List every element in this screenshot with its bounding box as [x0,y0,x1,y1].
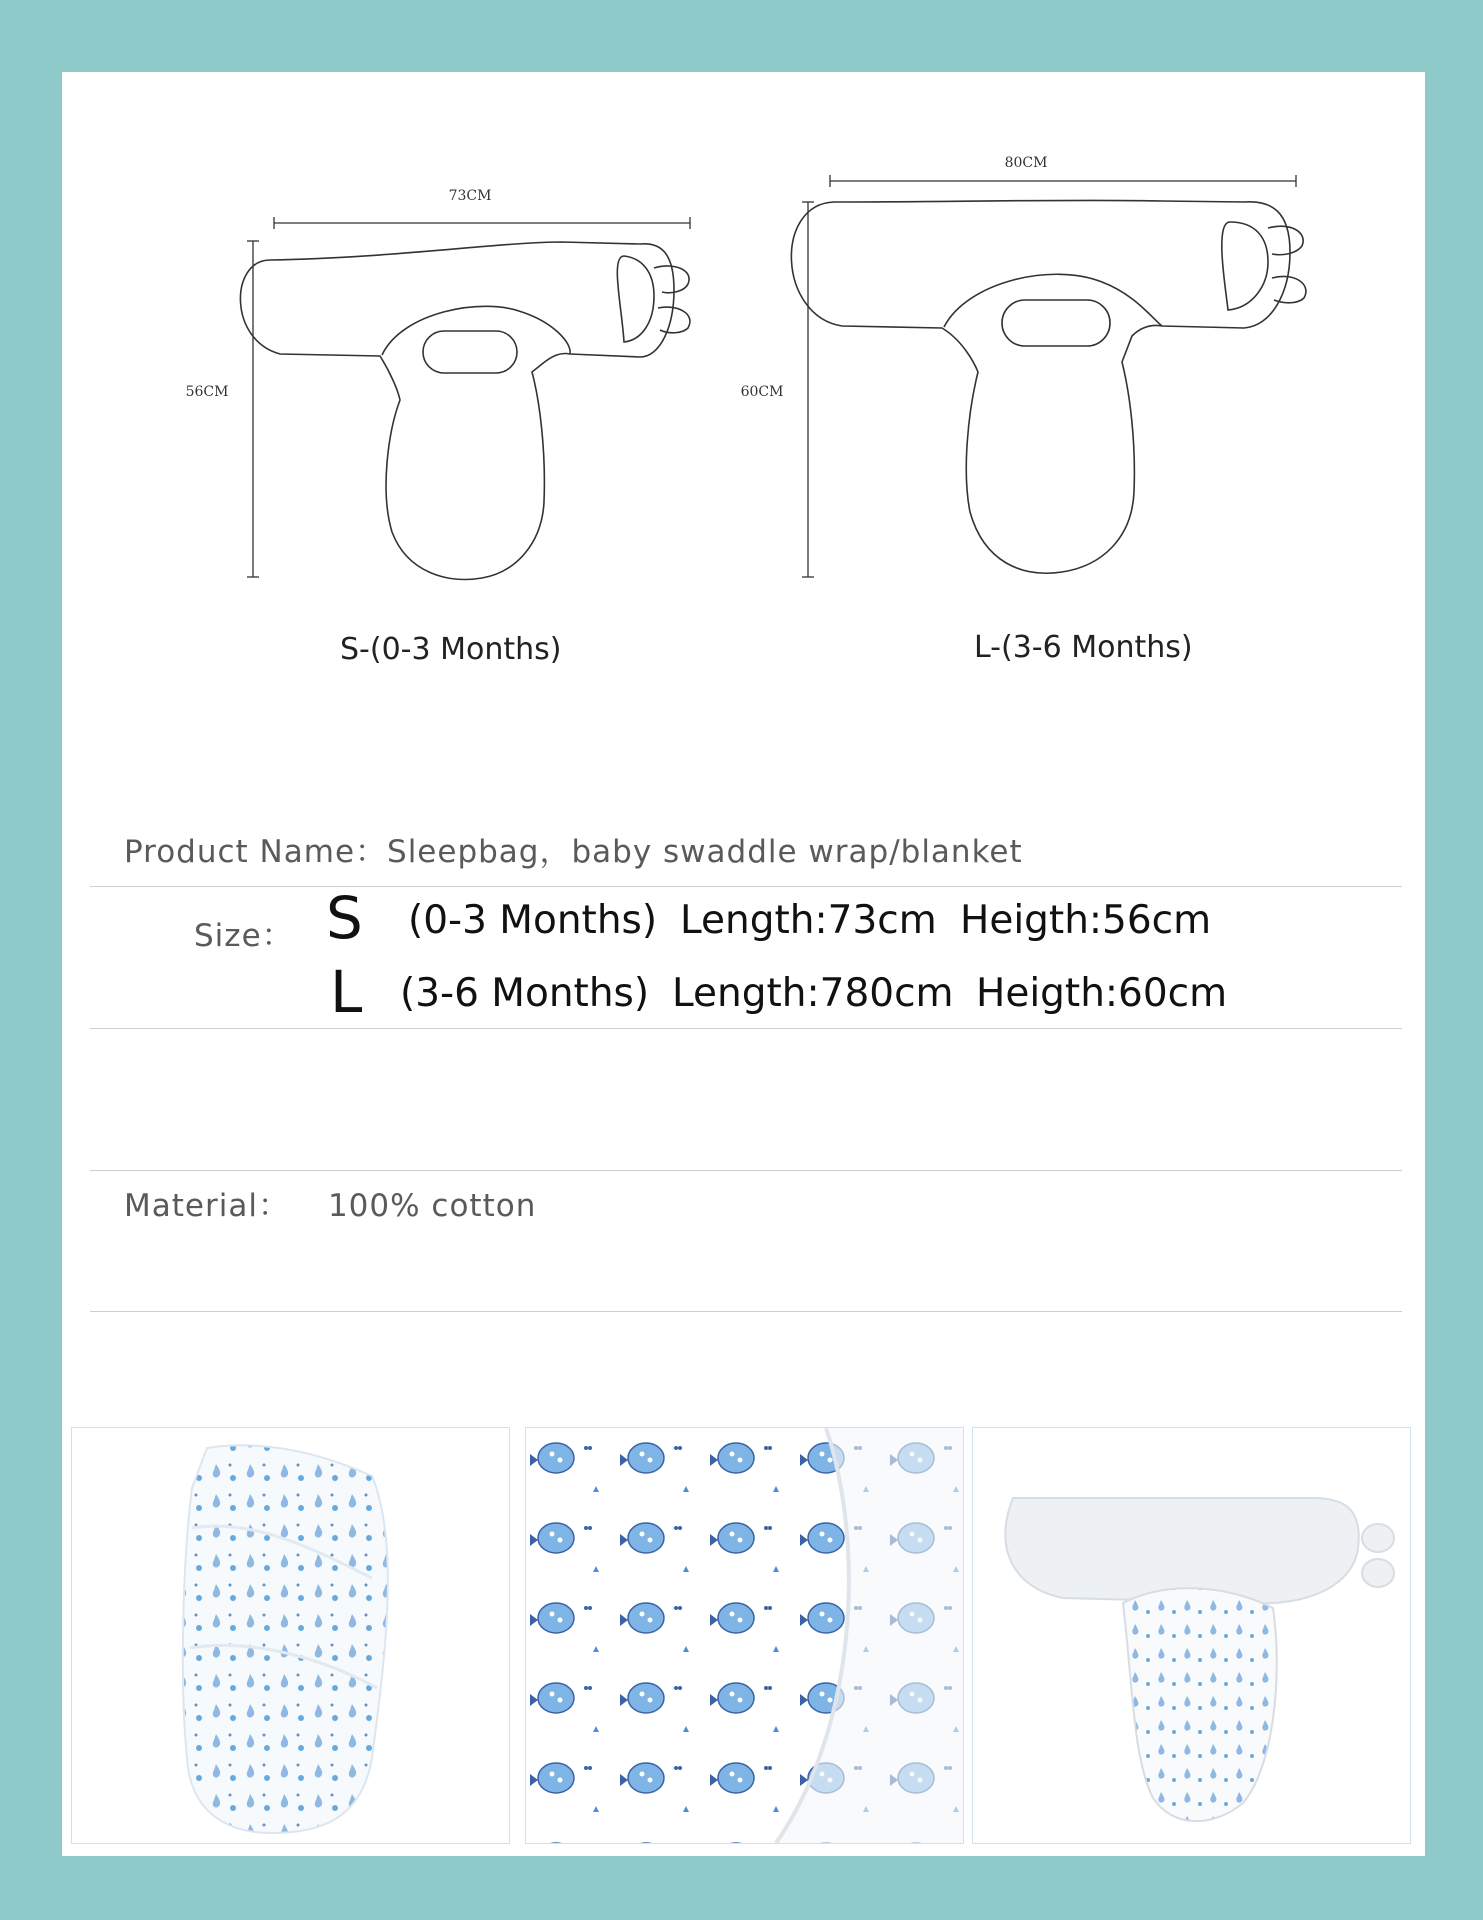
size-letter-l: L [330,958,363,1026]
size-large-length: Length:780cm [672,971,954,1016]
divider [90,1028,1402,1029]
product-name-value: Sleepbag，baby swaddle wrap/blanket [387,834,1023,870]
small-swaddle-outline [240,242,690,579]
whale-print-closeup-photo [525,1427,964,1844]
divider [90,886,1402,887]
size-large-range: (3-6 Months) [400,971,650,1016]
large-height-label: 60CM [740,384,784,400]
small-width-label: 73CM [448,188,492,204]
size-diagrams [62,72,1425,712]
product-name-row [124,826,1023,871]
large-size-caption: L-(3-6 Months) [974,630,1193,665]
whale-print-illustration [526,1428,963,1843]
size-row-large [330,958,362,1026]
size-small-height: Heigth:56cm [960,898,1212,943]
material-label: Material： [124,1188,290,1224]
swaddle-wrapped-photo [71,1427,510,1844]
swaddle-wrapped-illustration [72,1428,509,1843]
swaddle-open-photo [972,1427,1411,1844]
size-label: Size： [194,918,294,954]
size-small-length: Length:73cm [680,898,937,943]
size-large-height: Heigth:60cm [976,971,1228,1016]
material-row [124,1180,536,1225]
divider [90,1311,1402,1312]
small-size-caption: S-(0-3 Months) [340,632,562,667]
large-width-label: 80CM [1004,155,1048,171]
size-letter-s: S [326,884,363,952]
size-row-small [326,884,363,952]
size-small-range: (0-3 Months) [408,898,658,943]
product-detail-card [62,72,1425,1856]
product-name-label: Product Name： [124,834,388,870]
divider [90,1170,1402,1171]
diagram-drawing [62,72,1425,712]
material-value: 100% cotton [327,1188,537,1224]
large-swaddle-outline [791,200,1306,573]
swaddle-open-illustration [973,1428,1410,1843]
small-height-label: 56CM [185,384,229,400]
small-dimension-lines [247,217,690,577]
